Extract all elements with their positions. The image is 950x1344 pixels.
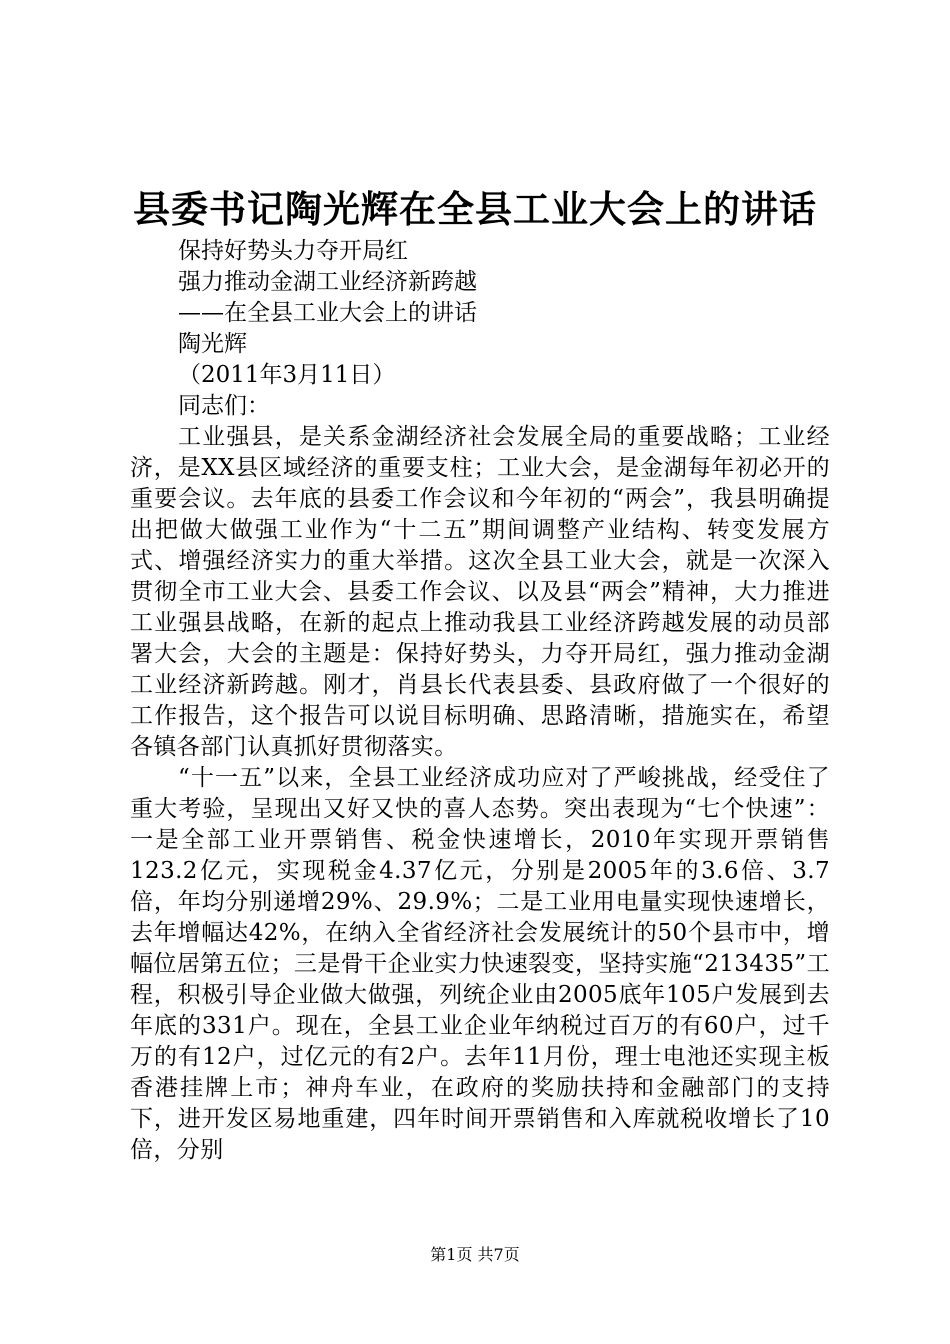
body-paragraph-1: 工业强县，是关系金湖经济社会发展全局的重要战略；工业经济，是XX县区域经济的重要支柱；工业大会，是金湖每年初必开的重要会议。去年底的县委工作会议和今年初的“两会”，我县明确提出把做大做强工业作为“十二五”期间调整产业结构、转变发展方式、增强经济实力的重大举措。这次全县工业大会，就是一次深入贯彻全市工业大会、县委工作会议、以及县“两会”精神，大力推进工业强县战略，在新的起点上推动我县工业经济跨越发展的动员部署大会，大会的主题是：保持好势头，力夺开局红，强力推动金湖工业经济新跨越。刚才，肖县长代表县委、县政府做了一个很好的工作报告，这个报告可以说目标明确、思路清晰，措施实在，希望各镇各部门认真抓好贯彻落实。 bbox=[130, 424, 830, 760]
salutation: 同志们： bbox=[178, 393, 270, 419]
document-title: 县委书记陶光辉在全县工业大会上的讲话 bbox=[133, 187, 817, 231]
speech-date: （2011年3月11日） bbox=[178, 362, 396, 388]
subtitle-line-1: 保持好势头力夺开局红 bbox=[178, 238, 408, 264]
document-body bbox=[130, 422, 830, 1166]
subtitle-line-2: 强力推动金湖工业经济新跨越 bbox=[178, 269, 477, 295]
document-header-block bbox=[130, 236, 830, 422]
speaker-name: 陶光辉 bbox=[178, 331, 247, 357]
subtitle-line-3: ——在全县工业大会上的讲话 bbox=[178, 300, 477, 326]
page-number-footer: 第1页 共7页 bbox=[430, 1245, 520, 1264]
body-paragraph-2: “十一五”以来，全县工业经济成功应对了严峻挑战，经受住了重大考验，呈现出又好又快的喜人态势。突出表现为“七个快速”：一是全部工业开票销售、税金快速增长，2010年实现开票销售123.2亿元，实现税金4.37亿元，分别是2005年的3.6倍、3.7倍，年均分别递增29%、29.9%；二是工业用电量实现快速增长，去年增幅达42%，在纳入全省经济社会发展统计的50个县市中，增幅位居第五位；三是骨干企业实力快速裂变，坚持实施“213435”工程，积极引导企业做大做强，列统企业由2005底年105户发展到去年底的331户。现在，全县工业企业年纳税过百万的有60户，过千万的有12户，过亿元的有2户。去年11月份，理士电池还实现主板香港挂牌上市；神舟车业，在政府的奖励扶持和金融部门的支持下，进开发区易地重建，四年时间开票销售和入库就税收增长了10倍，分别 bbox=[130, 765, 830, 1163]
